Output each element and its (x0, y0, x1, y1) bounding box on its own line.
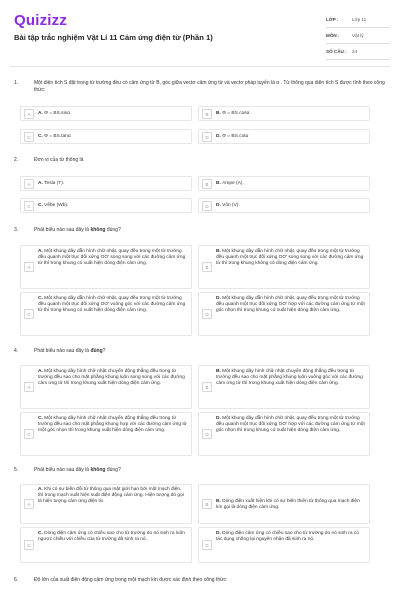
meta-box (326, 12, 390, 60)
question-text: Phát biểu nào sau đây là đúng? (34, 348, 106, 354)
options-1 (20, 106, 370, 146)
question-text: Một diện tích S đặt trong từ trường đều có cảm ứng từ B, góc giữa vectơ cảm ứng từ và vectơ pháp tuyến là α . Từ thông qua diện tích S được tính theo công thức: (34, 80, 385, 94)
meta-value: Lớp 11 (352, 17, 367, 22)
option-b[interactable] (198, 484, 370, 524)
question-number: 3. (14, 227, 19, 233)
option-letter: D (202, 132, 212, 142)
question-1 (14, 80, 390, 94)
question-text: Độ lớn của suất điện động cảm ứng trong một mạch kín được xác định theo công thức: (34, 577, 228, 583)
question-text: Phát biểu nào sau đây là không đúng? (34, 467, 121, 473)
option-text: D. Một khung dây dẫn hình chữ nhật, quay đều trong một từ trường đều quanh một trục đối xứng OO' hợp với các đường cảm ứng từ một góc nhọn thì trong khung có xuất hiện dòng điện cảm ứng. (216, 416, 365, 434)
option-d[interactable] (198, 527, 370, 563)
meta-row-subject (326, 28, 390, 44)
option-a[interactable] (20, 484, 192, 524)
option-letter: A (24, 179, 34, 189)
option-letter: A (24, 109, 34, 119)
option-text: A. Φ = BS.sinα (38, 111, 71, 116)
header-divider (10, 66, 390, 67)
question-number: 2. (14, 157, 19, 163)
option-a[interactable] (20, 176, 192, 191)
option-letter: C (24, 429, 34, 439)
option-letter: B (202, 262, 212, 272)
option-letter: B (202, 179, 212, 189)
option-text: A. Khi có sự biến đổi từ thông qua mặt giới hạn bởi một mạch điện, thì trong mạch xuất hiện suất điện động cảm ứng. Hiện tượng đó gọi là hiện tượng cảm ứng điện từ. (38, 487, 184, 505)
option-letter: D (202, 429, 212, 439)
question-text: Phát biểu nào sau đây là không đúng? (34, 227, 121, 233)
meta-label: MÔN : (326, 33, 340, 38)
option-text: A. Tesla (T). (38, 181, 65, 186)
option-text: D. Một khung dây dẫn hình chữ nhật, quay đều trong một từ trường đều quanh một trục đối xứng OO' hợp với các đường cảm ứng từ một góc nhọn thì trong khung có xuất hiện dòng điện cảm ứng. (216, 296, 365, 314)
option-letter: D (202, 540, 212, 550)
question-number: 1. (14, 80, 19, 86)
option-b[interactable] (198, 176, 370, 191)
option-text: C. Một khung dây dẫn hình chữ nhật, quay đều trong một từ trường đều quanh một trục đối xứng OO' vuông góc với các đường cảm ứng từ thì trong khung có xuất hiện dòng điện cảm ứng. (38, 296, 186, 314)
option-d[interactable] (198, 198, 370, 213)
option-letter: C (24, 201, 34, 211)
meta-value: Vật lý (352, 33, 364, 38)
option-b[interactable] (198, 106, 370, 121)
option-text: D. Φ = BS.cotα (216, 134, 249, 139)
option-c[interactable] (20, 129, 192, 144)
question-4 (14, 348, 390, 355)
option-text: C. Φ = BS.tanα (38, 134, 71, 139)
option-d[interactable] (198, 129, 370, 144)
question-5 (14, 467, 390, 474)
question-2 (14, 157, 390, 164)
meta-row-count (326, 44, 390, 60)
meta-value: 24 (352, 49, 358, 54)
quizizz-logo: Quizizz (14, 12, 68, 29)
options-3 (20, 245, 370, 339)
option-c[interactable] (20, 412, 192, 456)
option-b[interactable] (198, 245, 370, 289)
option-letter: B (202, 499, 212, 509)
question-3 (14, 227, 390, 234)
option-b[interactable] (198, 365, 370, 409)
question-number: 4. (14, 348, 19, 354)
option-c[interactable] (20, 198, 192, 213)
option-letter: C (24, 309, 34, 319)
option-text: B. Ampe (A). (216, 181, 244, 186)
question-text: Đơn vị của từ thông là (34, 157, 84, 163)
option-text: A. Một khung dây hình chữ nhật chuyển động thẳng đều trong từ trường đều sao cho mặt phẳng khung luôn song song với các đường cảm ứng từ thì trong khung xuất hiện dòng điện cảm ứng. (38, 369, 185, 387)
option-text: B. Một khung dây hình chữ nhật chuyển động thẳng đều trong từ trường đều sao cho mặt phẳng khung luôn vuông góc với các đường cảm ứng từ thì trong khung xuất hiện dòng điện cảm ứng. (216, 369, 363, 387)
meta-label: LỚP : (326, 17, 339, 22)
option-c[interactable] (20, 527, 192, 563)
option-c[interactable] (20, 292, 192, 336)
option-a[interactable] (20, 365, 192, 409)
option-d[interactable] (198, 292, 370, 336)
page-title: Bài tập trắc nghiệm Vật Lí 11 Cảm ứng điện từ (Phần 1) (14, 33, 213, 42)
option-text: C. Vêbe (Wb). (38, 203, 69, 208)
option-text: B. Φ = BS.cosα (216, 111, 250, 116)
option-text: A. Một khung dây dẫn hình chữ nhật, quay đều trong một từ trường đều quanh một trục đối xứng OO' song song với các đường cảm ứng từ thì trong khung có xuất hiện dòng điện cảm ứng. (38, 249, 186, 267)
option-letter: A (24, 382, 34, 392)
option-letter: D (202, 201, 212, 211)
option-text: B. Một khung dây dẫn hình chữ nhật, quay đều trong một từ trường đều quanh một trục đối xứng OO' song song với các đường cảm ứng từ thì trong khung không có dòng điện cảm ứng. (216, 249, 364, 267)
option-a[interactable] (20, 106, 192, 121)
options-5 (20, 484, 370, 568)
option-letter: A (24, 262, 34, 272)
question-number: 5. (14, 467, 19, 473)
option-letter: A (24, 499, 34, 509)
option-text: C. Dòng điện cảm ứng có chiều sao cho từ trường do nó sinh ra luôn ngược chiều với chiều của từ trường đã sinh ra nó. (38, 531, 185, 543)
option-d[interactable] (198, 412, 370, 456)
question-6 (14, 577, 390, 584)
option-letter: B (202, 382, 212, 392)
meta-row-class (326, 12, 390, 28)
option-text: D. Dòng điện cảm ứng có chiều sao cho từ trường do nó sinh ra có tác dụng chống lại nguyên nhân đã sinh ra nó. (216, 531, 359, 543)
option-a[interactable] (20, 245, 192, 289)
meta-label: SỐ CÂU : (326, 49, 347, 54)
options-2 (20, 176, 370, 216)
question-number: 6. (14, 577, 19, 583)
option-text: B. Dòng điện xuất hiện khi có sự biến thiên từ thông qua mạch điện kín gọi là dòng điện cảm ứng. (216, 499, 360, 511)
option-letter: D (202, 309, 212, 319)
options-4 (20, 365, 370, 459)
option-letter: C (24, 540, 34, 550)
option-letter: B (202, 109, 212, 119)
option-text: D. Vôn (V). (216, 203, 240, 208)
option-letter: C (24, 132, 34, 142)
option-text: C. Một khung dây hình chữ nhật chuyển động thẳng đều trong từ trường đều sao cho mặt phẳng khung hợp với các đường cảm ứng từ một góc nhọn thì trong khung xuất hiện dòng điện cảm ứng. (38, 416, 187, 434)
